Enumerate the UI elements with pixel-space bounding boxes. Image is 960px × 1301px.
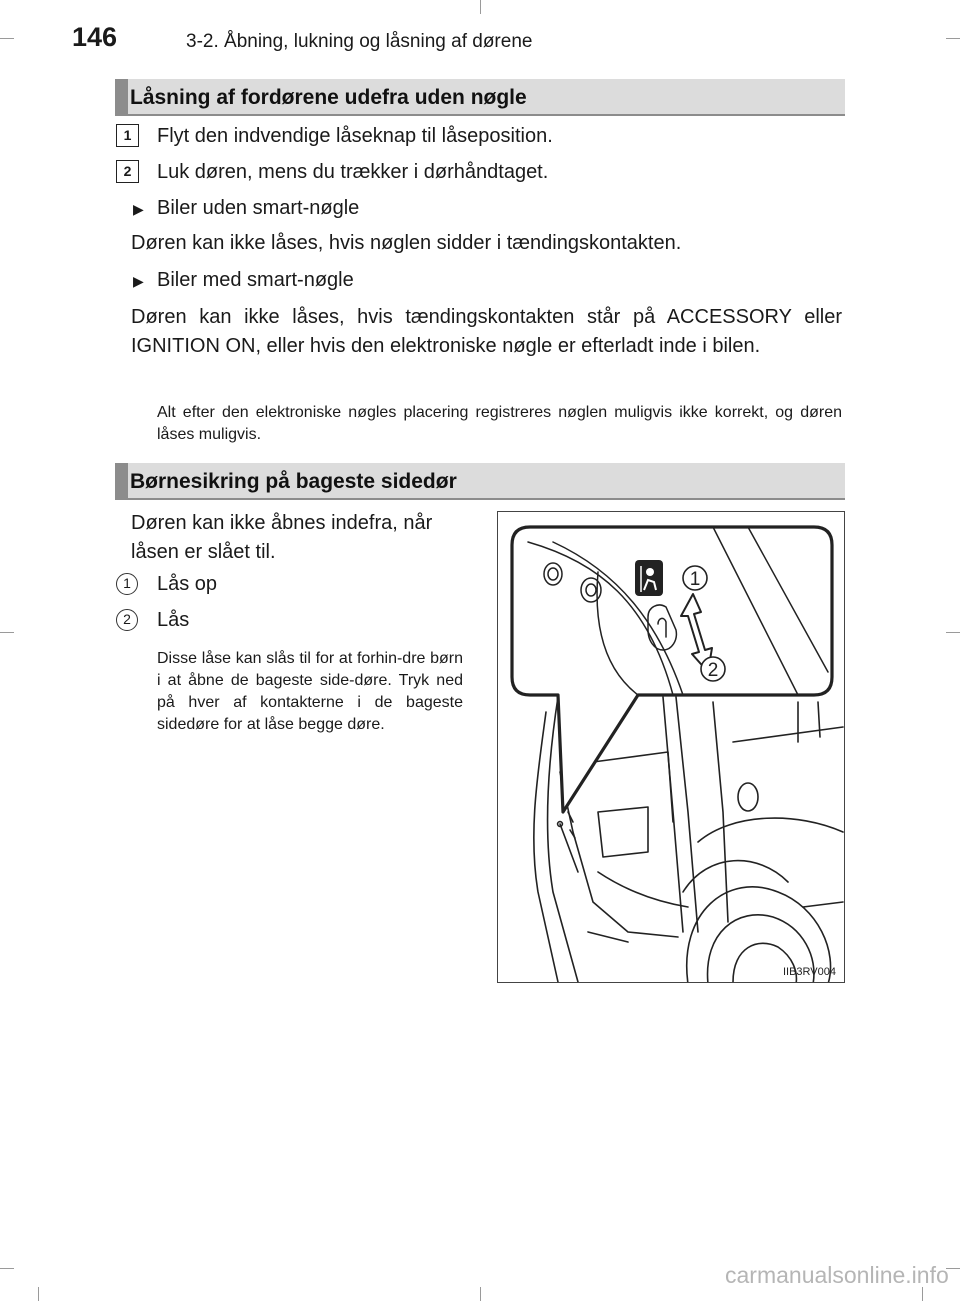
- running-title: 3-2. Åbning, lukning og låsning af dørene: [186, 31, 533, 52]
- step-text-1: Flyt den indvendige låseknap til låseposition.: [157, 125, 553, 147]
- callout-2: [701, 657, 725, 681]
- child-lock-intro: Døren kan ikke åbnes indefra, når låsen er slået til.: [131, 512, 433, 563]
- illustration-code: IIB3RV004: [782, 966, 836, 978]
- step-badge-1: 1: [116, 124, 139, 147]
- crop-mark: [480, 1287, 481, 1301]
- item-text-lock: Lås: [157, 609, 190, 631]
- section-heading-child-lock: [115, 463, 845, 500]
- section-title: Børnesikring på bageste sidedør: [130, 470, 457, 493]
- triangle-bullet-icon: ▶: [133, 273, 144, 289]
- step-text-2: Luk døren, mens du trækker i dørhåndtaget.: [157, 161, 549, 183]
- page-number: 146: [72, 22, 118, 52]
- child-lock-note: Disse låse kan slås til for at forhin-dre børn i at åbne de bageste side-døre. Tryk ned på hver af kontakterne i de bageste sidedøre for at låse begge døre.: [157, 650, 463, 733]
- crop-mark: [0, 1268, 14, 1269]
- crop-mark: [0, 632, 14, 633]
- condition-label-no-smart-key: Biler uden smart-nøgle: [157, 197, 360, 219]
- child-lock-symbol: [635, 560, 663, 596]
- rear-door-drawing: [498, 512, 845, 983]
- crop-mark: [946, 38, 960, 39]
- crop-mark: [480, 0, 481, 14]
- callout-1: [683, 566, 707, 590]
- condition-text-no-smart-key: Døren kan ikke låses, hvis nøglen sidder i tændingskontakten.: [131, 232, 682, 254]
- item-text-unlock: Lås op: [157, 573, 218, 595]
- callout-1-label: 1: [689, 569, 701, 590]
- watermark: carmanualsonline.info: [725, 1262, 949, 1288]
- crop-mark: [946, 632, 960, 633]
- crop-mark: [38, 1287, 39, 1301]
- triangle-bullet-icon: ▶: [133, 201, 144, 217]
- callout-2-label: 2: [707, 660, 719, 681]
- section-heading-front-door-locking: [115, 79, 845, 116]
- note-text: Alt efter den elektroniske nøgles placering registreres nøglen muligvis ikke korrekt, og døren låses muligvis.: [157, 404, 842, 443]
- item-number-2: 2: [116, 609, 138, 631]
- condition-label-smart-key: Biler med smart-nøgle: [157, 269, 354, 291]
- crop-mark: [0, 38, 14, 39]
- section-title: Låsning af fordørene udefra uden nøgle: [130, 86, 527, 109]
- condition-text-smart-key: Døren kan ikke låses, hvis tændingskontakten står på ACCESSORY eller IGNITION ON, eller hvis den elektroniske nøgle er efterladt inde i bilen.: [131, 306, 842, 357]
- item-number-1: 1: [116, 573, 138, 595]
- step-badge-2: 2: [116, 160, 139, 183]
- crop-mark: [922, 1287, 923, 1301]
- child-lock-illustration: [497, 511, 845, 983]
